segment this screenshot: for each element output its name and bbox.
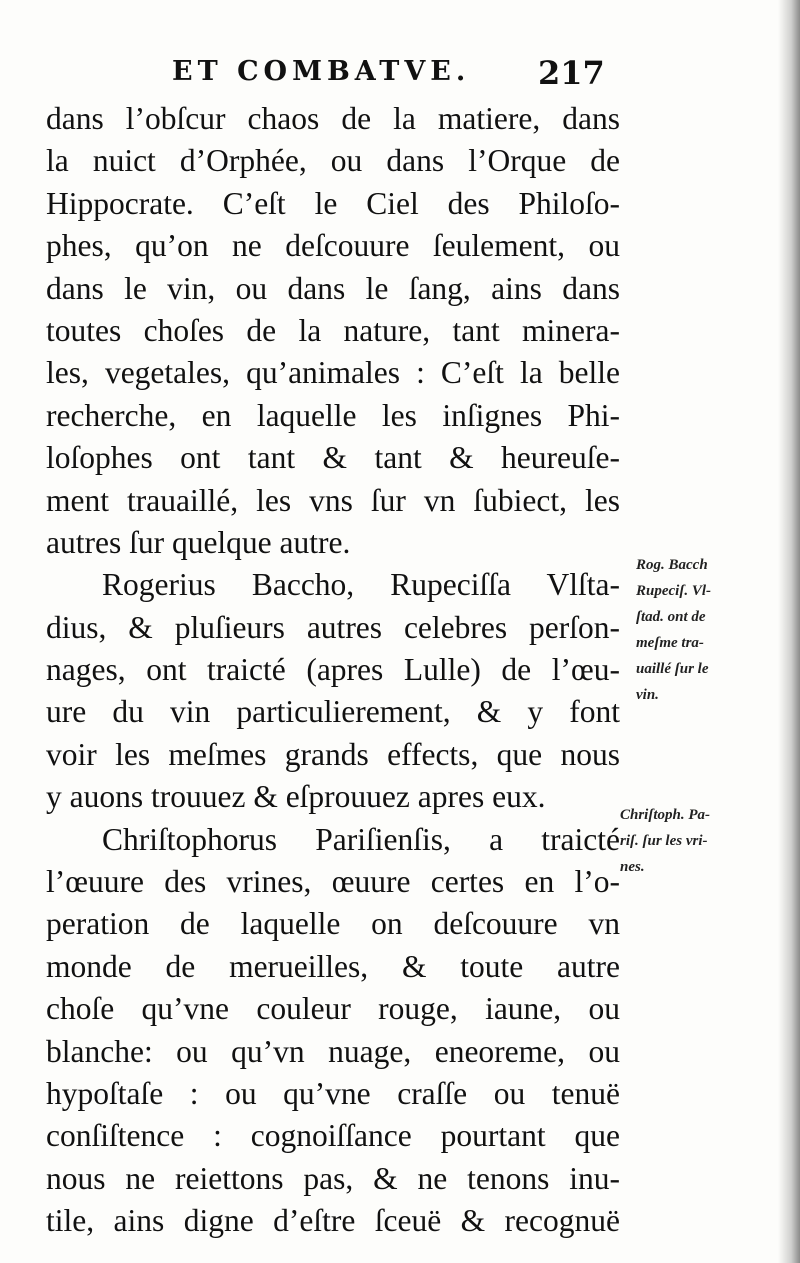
paragraph-start-line: Chriſtophorus Pariſienſis, a traicté [102,821,620,857]
margin-note-line: Rupeciſ. Vl- [636,583,711,599]
paragraph-start-line: Rogerius Baccho, Rupeciſſa Vlſta- [102,567,620,603]
text-line: monde de merueilles, & toute autre [46,948,620,984]
margin-note-line: meſme tra- [636,635,704,651]
page-header [0,56,800,96]
margin-note-line: Rog. Bacch [636,557,708,573]
text-line: tile, ains digne d’eſtre ſceuë & recognuë [46,1203,620,1239]
running-head: ET COMBATVE. [172,56,471,87]
page-number: 217 [538,54,605,92]
text-line: hypoſtaſe : ou qu’vne craſſe ou tenuë [46,1075,620,1111]
text-line: l’œuure des vrines, œuure certes en l’o- [46,864,620,900]
margin-note-christophorus [620,802,710,880]
margin-note-line: vin. [636,687,659,703]
margin-note-line: riſ. ſur les vri- [620,833,708,849]
text-line: phes, qu’on ne deſcouure ſeulement, ou [46,228,620,264]
text-line: toutes choſes de la nature, tant minera- [46,312,620,348]
text-line: ure du vin particulierement, & y font [46,694,620,730]
margin-note-line: Chriſtoph. Pa- [620,807,711,823]
text-line: autres ſur quelque autre. [46,524,351,560]
text-line: nous ne reiettons pas, & ne tenons inu- [46,1160,620,1196]
text-line: recherche, en laquelle les inſignes Phi- [46,397,620,433]
text-line: conſiſtence : cognoiſſance pourtant que [46,1118,620,1154]
text-line: dans l’obſcur chaos de la matiere, dans [46,101,620,136]
text-line: dius, & pluſieurs autres celebres perſon- [46,609,620,645]
text-line: y auons trouuez & eſprouuez apres eux. [46,779,546,815]
text-line: dans le vin, ou dans le ſang, ains dans [46,270,620,306]
margin-note-line: uaillé ſur le [636,661,709,677]
text-line: choſe qu’vne couleur rouge, iaune, ou [46,991,620,1027]
text-line: nages, ont traicté (apres Lulle) de l’œu- [46,652,620,688]
text-line: ment trauaillé, les vns ſur vn ſubiect, les [46,482,620,518]
margin-note-line: nes. [620,859,645,875]
margin-note-bacchus [636,552,711,708]
text-line: Hippocrate. C’eſt le Ciel des Philoſo- [46,185,620,221]
text-line: la nuict d’Orphée, ou dans l’Orque de [46,143,620,179]
margin-note-line: ſtad. ont de [636,609,706,625]
body-text [46,98,620,1243]
text-line: voir les meſmes grands effects, que nous [46,736,620,772]
text-line: blanche: ou qu’vn nuage, eneoreme, ou [46,1033,620,1069]
text-line: loſophes ont tant & tant & heureuſe- [46,440,620,476]
text-line: peration de laquelle on deſcouure vn [46,906,620,942]
binding-shadow [778,0,800,1263]
text-line: les, vegetales, qu’animales : C’eſt la belle [46,355,620,391]
